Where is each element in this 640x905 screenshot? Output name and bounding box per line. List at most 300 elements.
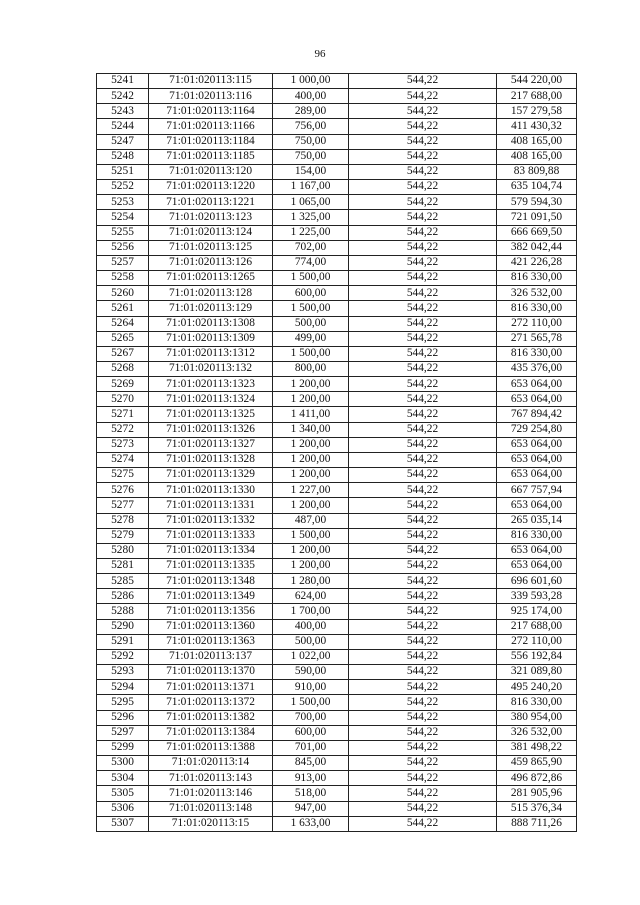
value-cell: 729 254,80 xyxy=(497,422,577,437)
value-cell: 696 601,60 xyxy=(497,574,577,589)
row-number-cell: 5269 xyxy=(97,377,149,392)
cadastral-number-cell: 71:01:020113:1384 xyxy=(149,725,273,740)
table-row xyxy=(97,104,577,119)
cadastral-number-cell: 71:01:020113:1323 xyxy=(149,377,273,392)
row-number-cell: 5281 xyxy=(97,559,149,574)
value-cell: 767 894,42 xyxy=(497,407,577,422)
cadastral-number-cell: 71:01:020113:1308 xyxy=(149,316,273,331)
value-cell: 667 757,94 xyxy=(497,483,577,498)
row-number-cell: 5273 xyxy=(97,437,149,452)
rate-cell: 544,22 xyxy=(349,301,497,316)
cadastral-number-cell: 71:01:020113:1220 xyxy=(149,180,273,195)
rate-cell: 544,22 xyxy=(349,74,497,89)
rate-cell: 544,22 xyxy=(349,771,497,786)
value-cell: 83 809,88 xyxy=(497,164,577,179)
value-cell: 272 110,00 xyxy=(497,316,577,331)
rate-cell: 544,22 xyxy=(349,361,497,376)
value-cell: 217 688,00 xyxy=(497,619,577,634)
cadastral-number-cell: 71:01:020113:146 xyxy=(149,786,273,801)
row-number-cell: 5293 xyxy=(97,665,149,680)
value-cell: 495 240,20 xyxy=(497,680,577,695)
rate-cell: 544,22 xyxy=(349,271,497,286)
value-cell: 272 110,00 xyxy=(497,634,577,649)
table-row xyxy=(97,119,577,134)
rate-cell: 544,22 xyxy=(349,513,497,528)
cadastral-number-cell: 71:01:020113:1265 xyxy=(149,271,273,286)
rate-cell: 544,22 xyxy=(349,119,497,134)
area-cell: 750,00 xyxy=(273,134,349,149)
table-row xyxy=(97,559,577,574)
rate-cell: 544,22 xyxy=(349,286,497,301)
cadastral-number-cell: 71:01:020113:1312 xyxy=(149,346,273,361)
area-cell: 1 000,00 xyxy=(273,74,349,89)
value-cell: 339 593,28 xyxy=(497,589,577,604)
cadastral-number-cell: 71:01:020113:1184 xyxy=(149,134,273,149)
area-cell: 1 200,00 xyxy=(273,498,349,513)
table-row xyxy=(97,665,577,680)
cadastral-number-cell: 71:01:020113:128 xyxy=(149,286,273,301)
value-cell: 666 669,50 xyxy=(497,225,577,240)
cadastral-number-cell: 71:01:020113:1363 xyxy=(149,634,273,649)
rate-cell: 544,22 xyxy=(349,710,497,725)
table-row xyxy=(97,695,577,710)
cadastral-number-cell: 71:01:020113:1164 xyxy=(149,104,273,119)
table-row xyxy=(97,437,577,452)
rate-cell: 544,22 xyxy=(349,422,497,437)
area-cell: 1 700,00 xyxy=(273,604,349,619)
area-cell: 487,00 xyxy=(273,513,349,528)
area-cell: 289,00 xyxy=(273,104,349,119)
value-cell: 380 954,00 xyxy=(497,710,577,725)
area-cell: 1 200,00 xyxy=(273,437,349,452)
table-row xyxy=(97,240,577,255)
row-number-cell: 5279 xyxy=(97,528,149,543)
cadastral-number-cell: 71:01:020113:1309 xyxy=(149,331,273,346)
table-row xyxy=(97,649,577,664)
cadastral-number-cell: 71:01:020113:123 xyxy=(149,210,273,225)
area-cell: 700,00 xyxy=(273,710,349,725)
area-cell: 845,00 xyxy=(273,756,349,771)
area-cell: 750,00 xyxy=(273,149,349,164)
rate-cell: 544,22 xyxy=(349,452,497,467)
row-number-cell: 5307 xyxy=(97,816,149,831)
row-number-cell: 5299 xyxy=(97,740,149,755)
area-cell: 1 325,00 xyxy=(273,210,349,225)
cadastral-number-cell: 71:01:020113:1325 xyxy=(149,407,273,422)
table-row xyxy=(97,361,577,376)
cadastral-number-cell: 71:01:020113:1335 xyxy=(149,559,273,574)
rate-cell: 544,22 xyxy=(349,331,497,346)
cadastral-number-cell: 71:01:020113:14 xyxy=(149,756,273,771)
cadastral-number-cell: 71:01:020113:1324 xyxy=(149,392,273,407)
table-row xyxy=(97,89,577,104)
cadastral-number-cell: 71:01:020113:116 xyxy=(149,89,273,104)
rate-cell: 544,22 xyxy=(349,468,497,483)
rate-cell: 544,22 xyxy=(349,619,497,634)
row-number-cell: 5276 xyxy=(97,483,149,498)
rate-cell: 544,22 xyxy=(349,695,497,710)
table-row xyxy=(97,513,577,528)
cadastral-number-cell: 71:01:020113:129 xyxy=(149,301,273,316)
rate-cell: 544,22 xyxy=(349,392,497,407)
rate-cell: 544,22 xyxy=(349,255,497,270)
value-cell: 326 532,00 xyxy=(497,725,577,740)
value-cell: 653 064,00 xyxy=(497,498,577,513)
row-number-cell: 5304 xyxy=(97,771,149,786)
rate-cell: 544,22 xyxy=(349,786,497,801)
table-row xyxy=(97,164,577,179)
value-cell: 515 376,34 xyxy=(497,801,577,816)
area-cell: 1 500,00 xyxy=(273,528,349,543)
rate-cell: 544,22 xyxy=(349,134,497,149)
cadastral-number-cell: 71:01:020113:1328 xyxy=(149,452,273,467)
row-number-cell: 5280 xyxy=(97,543,149,558)
row-number-cell: 5291 xyxy=(97,634,149,649)
rate-cell: 544,22 xyxy=(349,149,497,164)
area-cell: 913,00 xyxy=(273,771,349,786)
rate-cell: 544,22 xyxy=(349,528,497,543)
table-row xyxy=(97,377,577,392)
row-number-cell: 5271 xyxy=(97,407,149,422)
cadastral-number-cell: 71:01:020113:1356 xyxy=(149,604,273,619)
area-cell: 154,00 xyxy=(273,164,349,179)
area-cell: 1 500,00 xyxy=(273,695,349,710)
area-cell: 1 500,00 xyxy=(273,346,349,361)
table-row xyxy=(97,574,577,589)
row-number-cell: 5306 xyxy=(97,801,149,816)
area-cell: 1 200,00 xyxy=(273,377,349,392)
rate-cell: 544,22 xyxy=(349,665,497,680)
table-row xyxy=(97,740,577,755)
cadastral-number-cell: 71:01:020113:1221 xyxy=(149,195,273,210)
row-number-cell: 5285 xyxy=(97,574,149,589)
row-number-cell: 5243 xyxy=(97,104,149,119)
rate-cell: 544,22 xyxy=(349,407,497,422)
rate-cell: 544,22 xyxy=(349,649,497,664)
page-number: 96 xyxy=(314,48,326,60)
cadastral-number-cell: 71:01:020113:1331 xyxy=(149,498,273,513)
rate-cell: 544,22 xyxy=(349,225,497,240)
area-cell: 800,00 xyxy=(273,361,349,376)
area-cell: 1 200,00 xyxy=(273,392,349,407)
row-number-cell: 5270 xyxy=(97,392,149,407)
row-number-cell: 5255 xyxy=(97,225,149,240)
area-cell: 1 500,00 xyxy=(273,301,349,316)
rate-cell: 544,22 xyxy=(349,756,497,771)
value-cell: 217 688,00 xyxy=(497,89,577,104)
rate-cell: 544,22 xyxy=(349,180,497,195)
table-row xyxy=(97,634,577,649)
row-number-cell: 5274 xyxy=(97,452,149,467)
area-cell: 756,00 xyxy=(273,119,349,134)
table-row xyxy=(97,498,577,513)
value-cell: 653 064,00 xyxy=(497,377,577,392)
row-number-cell: 5257 xyxy=(97,255,149,270)
value-cell: 421 226,28 xyxy=(497,255,577,270)
rate-cell: 544,22 xyxy=(349,346,497,361)
value-cell: 321 089,80 xyxy=(497,665,577,680)
table-row xyxy=(97,255,577,270)
area-cell: 400,00 xyxy=(273,619,349,634)
table-row xyxy=(97,346,577,361)
row-number-cell: 5292 xyxy=(97,649,149,664)
area-cell: 1 200,00 xyxy=(273,468,349,483)
area-cell: 600,00 xyxy=(273,286,349,301)
value-cell: 721 091,50 xyxy=(497,210,577,225)
rate-cell: 544,22 xyxy=(349,377,497,392)
cadastral-number-cell: 71:01:020113:143 xyxy=(149,771,273,786)
value-cell: 653 064,00 xyxy=(497,543,577,558)
table-row xyxy=(97,301,577,316)
rate-cell: 544,22 xyxy=(349,195,497,210)
value-cell: 888 711,26 xyxy=(497,816,577,831)
row-number-cell: 5288 xyxy=(97,604,149,619)
row-number-cell: 5297 xyxy=(97,725,149,740)
area-cell: 701,00 xyxy=(273,740,349,755)
row-number-cell: 5300 xyxy=(97,756,149,771)
cadastral-number-cell: 71:01:020113:15 xyxy=(149,816,273,831)
rate-cell: 544,22 xyxy=(349,164,497,179)
rate-cell: 544,22 xyxy=(349,816,497,831)
value-cell: 382 042,44 xyxy=(497,240,577,255)
area-cell: 1 633,00 xyxy=(273,816,349,831)
rate-cell: 544,22 xyxy=(349,240,497,255)
value-cell: 925 174,00 xyxy=(497,604,577,619)
value-cell: 653 064,00 xyxy=(497,468,577,483)
area-cell: 624,00 xyxy=(273,589,349,604)
row-number-cell: 5296 xyxy=(97,710,149,725)
cadastral-number-cell: 71:01:020113:1388 xyxy=(149,740,273,755)
table-row xyxy=(97,149,577,164)
row-number-cell: 5248 xyxy=(97,149,149,164)
row-number-cell: 5260 xyxy=(97,286,149,301)
row-number-cell: 5295 xyxy=(97,695,149,710)
rate-cell: 544,22 xyxy=(349,725,497,740)
cadastral-number-cell: 71:01:020113:1326 xyxy=(149,422,273,437)
table-row xyxy=(97,786,577,801)
cadastral-number-cell: 71:01:020113:1166 xyxy=(149,119,273,134)
table-row xyxy=(97,225,577,240)
value-cell: 381 498,22 xyxy=(497,740,577,755)
value-cell: 281 905,96 xyxy=(497,786,577,801)
table-row xyxy=(97,483,577,498)
cadastral-number-cell: 71:01:020113:124 xyxy=(149,225,273,240)
cadastral-number-cell: 71:01:020113:1334 xyxy=(149,543,273,558)
cadastral-value-table xyxy=(96,73,577,832)
row-number-cell: 5265 xyxy=(97,331,149,346)
area-cell: 1 340,00 xyxy=(273,422,349,437)
rate-cell: 544,22 xyxy=(349,316,497,331)
value-cell: 635 104,74 xyxy=(497,180,577,195)
table-row xyxy=(97,589,577,604)
area-cell: 1 200,00 xyxy=(273,543,349,558)
table-row xyxy=(97,756,577,771)
cadastral-number-cell: 71:01:020113:137 xyxy=(149,649,273,664)
area-cell: 774,00 xyxy=(273,255,349,270)
table-row xyxy=(97,710,577,725)
rate-cell: 544,22 xyxy=(349,89,497,104)
row-number-cell: 5247 xyxy=(97,134,149,149)
area-cell: 1 500,00 xyxy=(273,271,349,286)
rate-cell: 544,22 xyxy=(349,498,497,513)
table-row xyxy=(97,331,577,346)
row-number-cell: 5244 xyxy=(97,119,149,134)
rate-cell: 544,22 xyxy=(349,574,497,589)
value-cell: 556 192,84 xyxy=(497,649,577,664)
row-number-cell: 5267 xyxy=(97,346,149,361)
table-row xyxy=(97,422,577,437)
value-cell: 408 165,00 xyxy=(497,149,577,164)
row-number-cell: 5258 xyxy=(97,271,149,286)
rate-cell: 544,22 xyxy=(349,801,497,816)
cadastral-number-cell: 71:01:020113:1333 xyxy=(149,528,273,543)
row-number-cell: 5252 xyxy=(97,180,149,195)
row-number-cell: 5254 xyxy=(97,210,149,225)
row-number-cell: 5286 xyxy=(97,589,149,604)
area-cell: 499,00 xyxy=(273,331,349,346)
table-row xyxy=(97,392,577,407)
area-cell: 1 167,00 xyxy=(273,180,349,195)
value-cell: 653 064,00 xyxy=(497,437,577,452)
table-row xyxy=(97,195,577,210)
area-cell: 1 200,00 xyxy=(273,559,349,574)
value-cell: 326 532,00 xyxy=(497,286,577,301)
cadastral-number-cell: 71:01:020113:125 xyxy=(149,240,273,255)
table-row xyxy=(97,725,577,740)
cadastral-number-cell: 71:01:020113:1370 xyxy=(149,665,273,680)
table-row xyxy=(97,816,577,831)
value-cell: 459 865,90 xyxy=(497,756,577,771)
cadastral-number-cell: 71:01:020113:1372 xyxy=(149,695,273,710)
cadastral-number-cell: 71:01:020113:1360 xyxy=(149,619,273,634)
table-row xyxy=(97,452,577,467)
area-cell: 910,00 xyxy=(273,680,349,695)
value-cell: 408 165,00 xyxy=(497,134,577,149)
cadastral-number-cell: 71:01:020113:132 xyxy=(149,361,273,376)
rate-cell: 544,22 xyxy=(349,104,497,119)
rate-cell: 544,22 xyxy=(349,543,497,558)
table-row xyxy=(97,74,577,89)
area-cell: 702,00 xyxy=(273,240,349,255)
area-cell: 1 411,00 xyxy=(273,407,349,422)
area-cell: 590,00 xyxy=(273,665,349,680)
table-row xyxy=(97,407,577,422)
rate-cell: 544,22 xyxy=(349,589,497,604)
row-number-cell: 5256 xyxy=(97,240,149,255)
area-cell: 947,00 xyxy=(273,801,349,816)
cadastral-number-cell: 71:01:020113:1329 xyxy=(149,468,273,483)
value-cell: 579 594,30 xyxy=(497,195,577,210)
value-cell: 653 064,00 xyxy=(497,452,577,467)
rate-cell: 544,22 xyxy=(349,210,497,225)
row-number-cell: 5290 xyxy=(97,619,149,634)
row-number-cell: 5264 xyxy=(97,316,149,331)
row-number-cell: 5275 xyxy=(97,468,149,483)
area-cell: 1 227,00 xyxy=(273,483,349,498)
table-row xyxy=(97,316,577,331)
area-cell: 1 280,00 xyxy=(273,574,349,589)
cadastral-number-cell: 71:01:020113:1348 xyxy=(149,574,273,589)
table-row xyxy=(97,210,577,225)
table-row xyxy=(97,543,577,558)
value-cell: 496 872,86 xyxy=(497,771,577,786)
cadastral-number-cell: 71:01:020113:1371 xyxy=(149,680,273,695)
row-number-cell: 5253 xyxy=(97,195,149,210)
table-row xyxy=(97,771,577,786)
cadastral-number-cell: 71:01:020113:1330 xyxy=(149,483,273,498)
rate-cell: 544,22 xyxy=(349,559,497,574)
value-cell: 157 279,58 xyxy=(497,104,577,119)
area-cell: 1 065,00 xyxy=(273,195,349,210)
cadastral-number-cell: 71:01:020113:1332 xyxy=(149,513,273,528)
cadastral-number-cell: 71:01:020113:1185 xyxy=(149,149,273,164)
table-row xyxy=(97,134,577,149)
area-cell: 500,00 xyxy=(273,634,349,649)
rate-cell: 544,22 xyxy=(349,634,497,649)
cadastral-number-cell: 71:01:020113:1327 xyxy=(149,437,273,452)
table-row xyxy=(97,680,577,695)
value-cell: 816 330,00 xyxy=(497,528,577,543)
area-cell: 400,00 xyxy=(273,89,349,104)
rate-cell: 544,22 xyxy=(349,680,497,695)
row-number-cell: 5277 xyxy=(97,498,149,513)
area-cell: 1 200,00 xyxy=(273,452,349,467)
rate-cell: 544,22 xyxy=(349,740,497,755)
row-number-cell: 5278 xyxy=(97,513,149,528)
rate-cell: 544,22 xyxy=(349,437,497,452)
cadastral-number-cell: 71:01:020113:1382 xyxy=(149,710,273,725)
table-row xyxy=(97,528,577,543)
value-cell: 816 330,00 xyxy=(497,346,577,361)
value-cell: 653 064,00 xyxy=(497,559,577,574)
table-row xyxy=(97,604,577,619)
table-row xyxy=(97,468,577,483)
value-cell: 816 330,00 xyxy=(497,271,577,286)
value-cell: 544 220,00 xyxy=(497,74,577,89)
value-cell: 653 064,00 xyxy=(497,392,577,407)
table-row xyxy=(97,180,577,195)
row-number-cell: 5241 xyxy=(97,74,149,89)
row-number-cell: 5294 xyxy=(97,680,149,695)
area-cell: 500,00 xyxy=(273,316,349,331)
area-cell: 1 225,00 xyxy=(273,225,349,240)
value-cell: 435 376,00 xyxy=(497,361,577,376)
area-cell: 518,00 xyxy=(273,786,349,801)
table-row xyxy=(97,619,577,634)
value-cell: 271 565,78 xyxy=(497,331,577,346)
cadastral-number-cell: 71:01:020113:1349 xyxy=(149,589,273,604)
row-number-cell: 5272 xyxy=(97,422,149,437)
cadastral-number-cell: 71:01:020113:115 xyxy=(149,74,273,89)
value-cell: 816 330,00 xyxy=(497,301,577,316)
value-cell: 816 330,00 xyxy=(497,695,577,710)
cadastral-number-cell: 71:01:020113:120 xyxy=(149,164,273,179)
row-number-cell: 5251 xyxy=(97,164,149,179)
area-cell: 1 022,00 xyxy=(273,649,349,664)
rate-cell: 544,22 xyxy=(349,483,497,498)
cadastral-number-cell: 71:01:020113:148 xyxy=(149,801,273,816)
value-cell: 265 035,14 xyxy=(497,513,577,528)
table-row xyxy=(97,271,577,286)
row-number-cell: 5268 xyxy=(97,361,149,376)
area-cell: 600,00 xyxy=(273,725,349,740)
table-row xyxy=(97,286,577,301)
table-row xyxy=(97,801,577,816)
row-number-cell: 5242 xyxy=(97,89,149,104)
rate-cell: 544,22 xyxy=(349,604,497,619)
row-number-cell: 5305 xyxy=(97,786,149,801)
table-body xyxy=(97,74,577,832)
